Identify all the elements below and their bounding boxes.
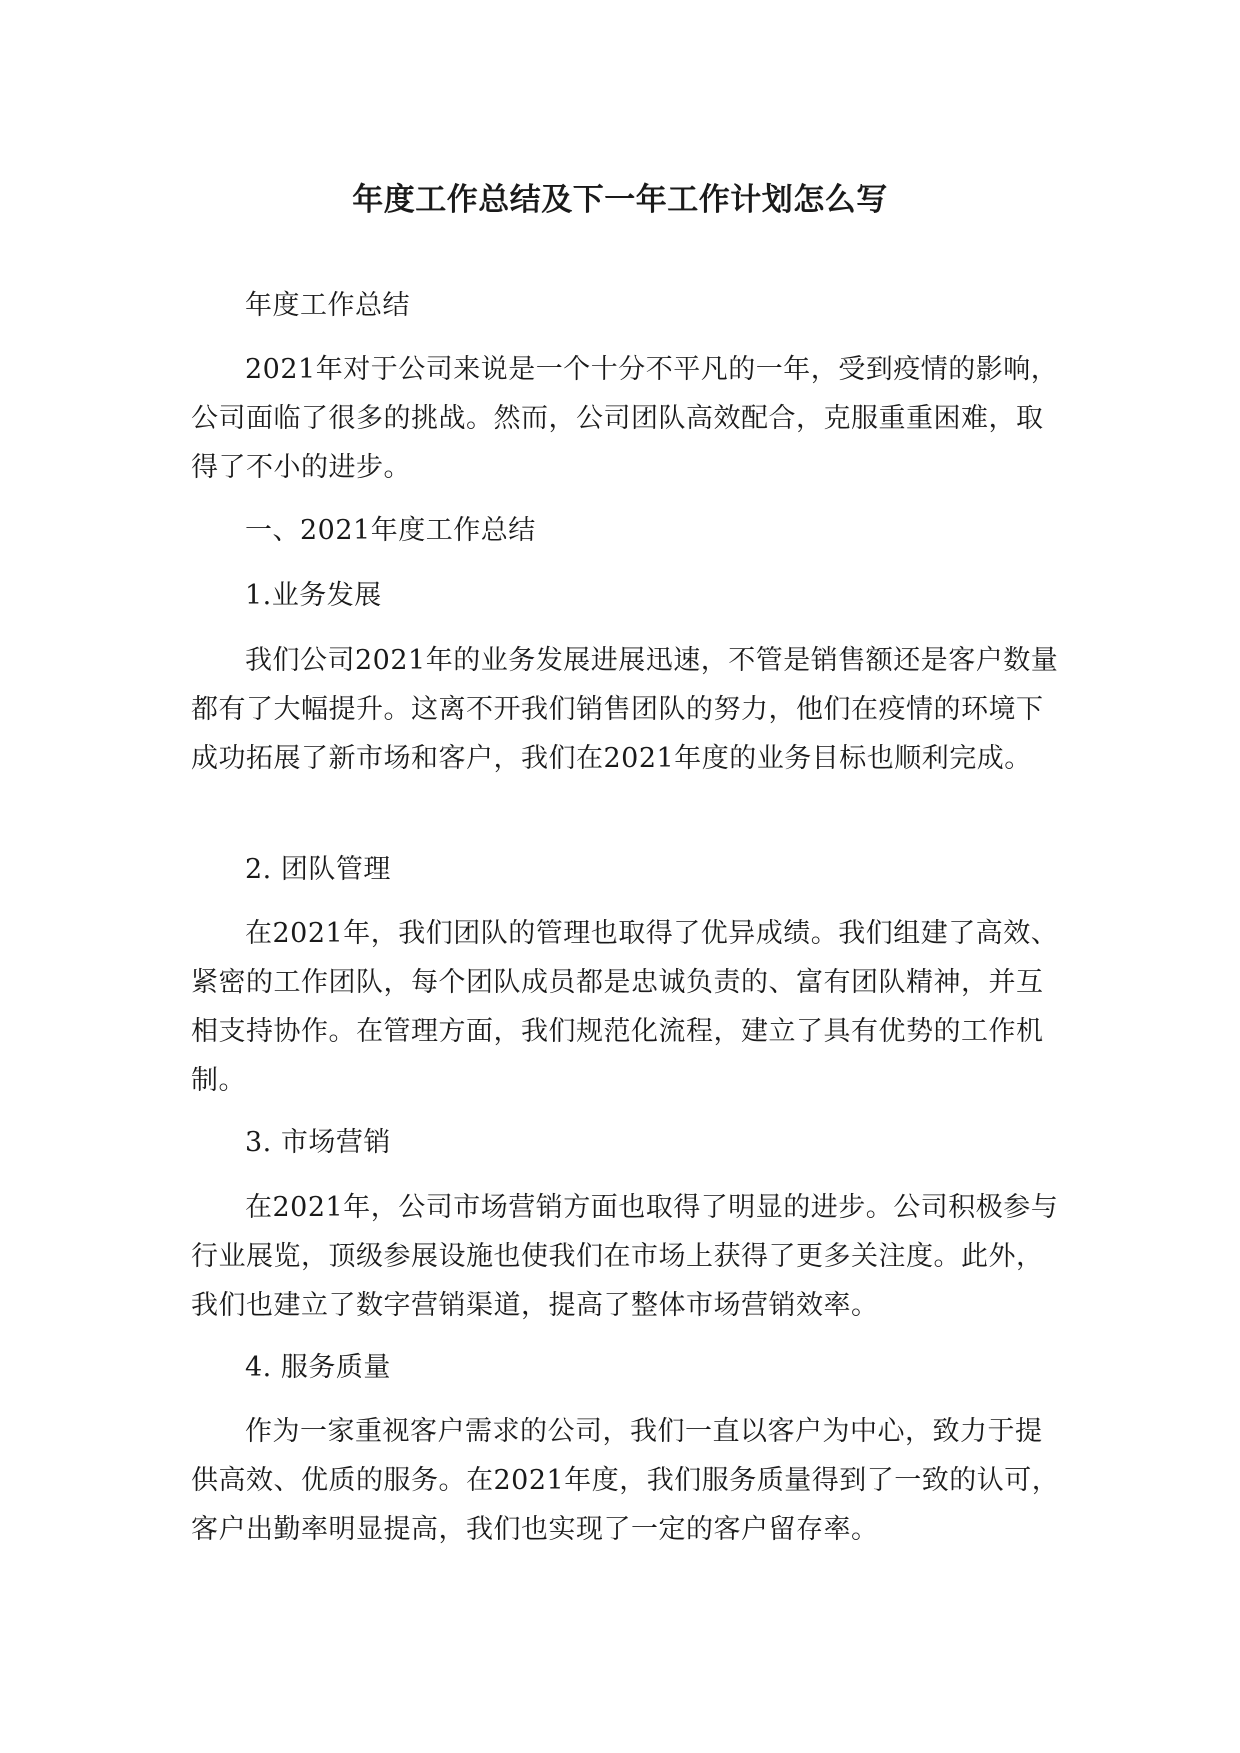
subheading-service-quality: 4. 服务质量 (245, 1352, 391, 1383)
intro-paragraph: 2021年对于公司来说是一个十分不平凡的一年，受到疫情的影响，公司面临了很多的挑战。然而，公司团队高效配合，克服重重困难，取得了不小的进步。 (191, 354, 1059, 483)
paragraph-team-management: 在2021年，我们团队的管理也取得了优异成绩。我们组建了高效、紧密的工作团队，每个团队成员都是忠诚负责的、富有团队精神，并互相支持协作。在管理方面，我们规范化流程，建立了具有优势的工作机制。 (191, 918, 1059, 1096)
section-heading-2021-summary: 一、2021年度工作总结 (245, 515, 536, 546)
paragraph-business-development: 我们公司2021年的业务发展进展迅速，不管是销售额还是客户数量都有了大幅提升。这离不开我们销售团队的努力，他们在疫情的环境下成功拓展了新市场和客户，我们在2021年度的业务目标也顺利完成。 (191, 645, 1059, 774)
subheading-marketing: 3. 市场营销 (245, 1127, 391, 1158)
document-title: 年度工作总结及下一年工作计划怎么写 (352, 182, 888, 218)
section-heading-annual-summary: 年度工作总结 (245, 290, 410, 321)
subheading-team-management: 2. 团队管理 (245, 854, 391, 885)
subheading-business-development: 1.业务发展 (245, 580, 382, 611)
paragraph-service-quality: 作为一家重视客户需求的公司，我们一直以客户为中心，致力于提供高效、优质的服务。在2021年度，我们服务质量得到了一致的认可，客户出勤率明显提高，我们也实现了一定的客户留存率。 (191, 1416, 1060, 1545)
paragraph-marketing: 在2021年，公司市场营销方面也取得了明显的进步。公司积极参与行业展览，顶级参展设施也使我们在市场上获得了更多关注度。此外，我们也建立了数字营销渠道，提高了整体市场营销效率。 (191, 1192, 1059, 1321)
